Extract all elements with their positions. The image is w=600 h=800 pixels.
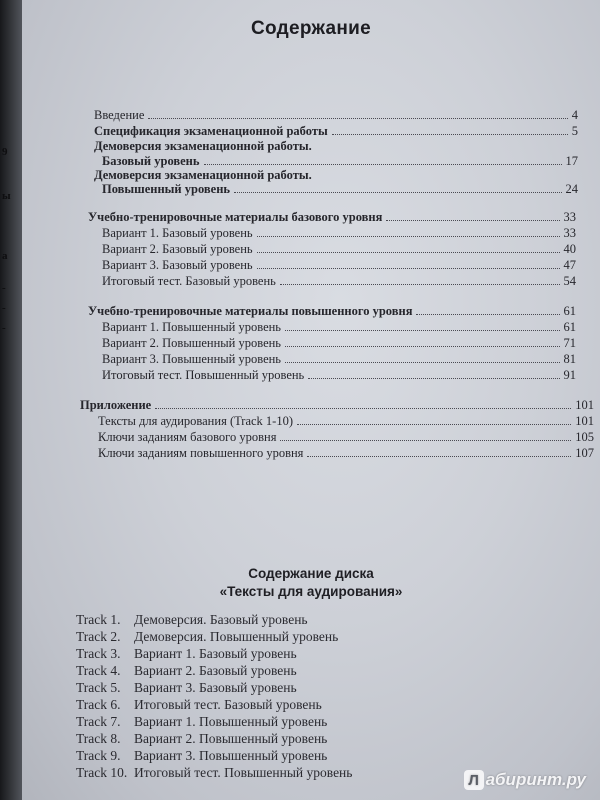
toc-label: Итоговый тест. Повышенный уровень [102,368,305,382]
toc-label: Учебно-тренировочные материалы повышенного уровня [88,304,413,318]
book-page [22,0,600,800]
track-number: Track 3. [76,646,121,661]
toc-row-demo-advanced [102,182,578,196]
labirint-logo-icon: Л [464,770,484,790]
toc-label: Вариант 3. Повышенный уровень [102,352,282,366]
leader-dots [234,192,561,193]
track-title: Демоверсия. Базовый уровень [134,612,308,627]
track-number: Track 9. [76,748,121,763]
toc-row-appendix-item [98,430,594,444]
toc-row-advanced-item [102,320,576,334]
track-title: Вариант 1. Базовый уровень [134,646,297,661]
toc-page-number: 40 [563,242,576,256]
track-number: Track 6. [76,697,121,712]
track-row [76,748,327,764]
edge-fragment: 9 [2,146,8,158]
leader-dots [307,456,571,457]
leader-dots [416,314,559,315]
toc-page-number: 61 [563,304,576,318]
toc-label: Базовый уровень [102,154,200,168]
toc-row-demo-basic [102,154,578,168]
toc-row-advanced-item [102,336,576,350]
leader-dots [285,362,559,363]
toc-label: Вариант 1. Повышенный уровень [102,320,282,334]
toc-page-number: 4 [571,108,578,122]
leader-dots [280,284,560,285]
leader-dots [332,134,568,135]
track-number: Track 10. [76,765,128,780]
track-row [76,646,297,662]
toc-label: Ключи заданиям базового уровня [98,430,277,444]
track-number: Track 1. [76,612,121,627]
track-title: Вариант 1. Повышенный уровень [134,714,328,729]
toc-heading-demo-1: Демоверсия экзаменационной работы. [94,139,312,153]
toc-row-appendix [80,398,594,412]
track-title: Вариант 2. Базовый уровень [134,663,297,678]
leader-dots [204,164,562,165]
edge-fragment: - [2,302,6,314]
toc-page-number: 101 [575,398,594,412]
toc-label: Введение [94,108,145,122]
track-title: Итоговый тест. Повышенный уровень [134,765,353,780]
track-row [76,680,297,696]
toc-row-spec [94,124,578,138]
page-title: Содержание [250,18,372,39]
toc-label: Приложение [80,398,152,412]
toc-page-number: 61 [563,320,576,334]
leader-dots [155,408,571,409]
track-title: Вариант 3. Повышенный уровень [134,748,328,763]
track-row [76,765,352,781]
leader-dots [285,346,559,347]
leader-dots [308,378,559,379]
edge-fragment: - [2,282,6,294]
toc-label: Вариант 3. Базовый уровень [102,258,253,272]
toc-row-basic-item [102,242,576,256]
toc-label: Учебно-тренировочные материалы базового уровня [88,210,383,224]
track-number: Track 8. [76,731,121,746]
toc-page-number: 54 [563,274,576,288]
toc-label: Вариант 2. Повышенный уровень [102,336,282,350]
track-row [76,612,308,628]
toc-label: Ключи заданиям повышенного уровня [98,446,304,460]
disc-title: Содержание диска [248,566,374,581]
toc-label: Вариант 1. Базовый уровень [102,226,253,240]
disc-subtitle: «Тексты для аудирования» [219,584,403,599]
track-row [76,714,327,730]
toc-label: Итоговый тест. Базовый уровень [102,274,276,288]
toc-row-basic-section [88,210,576,224]
toc-row-intro [94,108,578,122]
track-title: Вариант 3. Базовый уровень [134,680,297,695]
edge-fragment: - [2,322,6,334]
toc-page-number: 107 [575,446,594,460]
track-row [76,697,322,713]
leader-dots [257,252,560,253]
toc-row-appendix-item [98,414,594,428]
toc-label: Тексты для аудирования (Track 1-10) [98,414,294,428]
toc-page-number: 33 [563,210,576,224]
track-number: Track 2. [76,629,121,644]
edge-fragment: a [2,250,8,262]
track-row [76,731,327,747]
toc-row-appendix-item [98,446,594,460]
toc-page-number: 17 [565,154,578,168]
toc-row-basic-item [102,226,576,240]
toc-row-advanced-item [102,352,576,366]
toc-row-advanced-item [102,368,576,382]
toc-row-basic-item [102,258,576,272]
toc-page-number: 101 [575,414,594,428]
labirint-watermark [464,770,586,790]
leader-dots [257,236,560,237]
leader-dots [148,118,567,119]
toc-page-number: 24 [565,182,578,196]
leader-dots [285,330,559,331]
toc-label: Спецификация экзаменационной работы [94,124,328,138]
leader-dots [386,220,559,221]
previous-page-edge [0,0,22,800]
watermark-text: абиринт.ру [485,770,586,789]
toc-page-number: 33 [563,226,576,240]
track-title: Итоговый тест. Базовый уровень [134,697,322,712]
toc-page-number: 81 [563,352,576,366]
toc-page-number: 47 [563,258,576,272]
toc-label: Повышенный уровень [102,182,231,196]
track-number: Track 5. [76,680,121,695]
track-number: Track 4. [76,663,121,678]
track-row [76,663,297,679]
leader-dots [280,440,571,441]
toc-page-number: 71 [563,336,576,350]
track-number: Track 7. [76,714,121,729]
edge-fragment: ы [2,190,11,202]
leader-dots [297,424,571,425]
track-row [76,629,338,645]
toc-row-advanced-section [88,304,576,318]
track-title: Вариант 2. Повышенный уровень [134,731,328,746]
toc-page-number: 5 [571,124,578,138]
toc-row-basic-item [102,274,576,288]
toc-page-number: 105 [575,430,594,444]
toc-heading-demo-2: Демоверсия экзаменационной работы. [94,168,312,182]
track-title: Демоверсия. Повышенный уровень [134,629,339,644]
toc-page-number: 91 [563,368,576,382]
leader-dots [257,268,560,269]
toc-label: Вариант 2. Базовый уровень [102,242,253,256]
